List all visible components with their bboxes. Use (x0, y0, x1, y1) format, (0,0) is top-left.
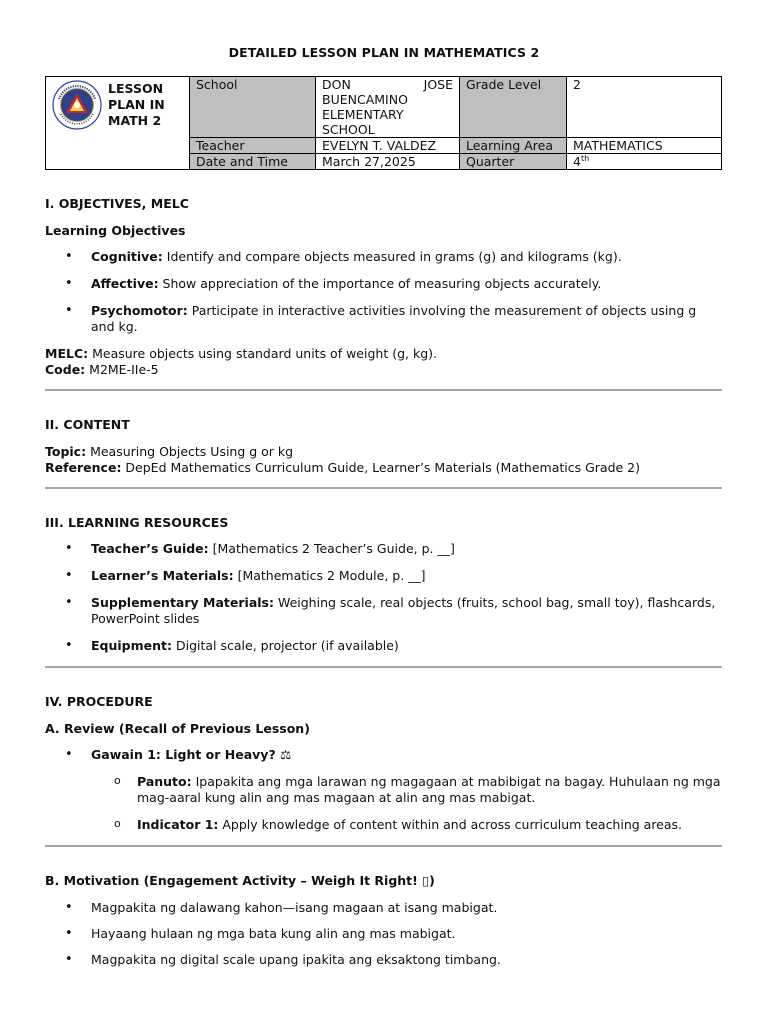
resources-list (45, 541, 722, 654)
date-value: March 27,2025 (316, 154, 460, 170)
list-item: • Equipment: Digital scale, projector (if available) (45, 638, 722, 654)
list-item: o Panuto: Ipapakita ang mga larawan ng magagaan at mabibigat na bagay. Huhulaan ng mga mag-aaral kung alin ang mas magaan at alin ang mas mabigat. (45, 774, 722, 806)
list-item: • Gawain 1: Light or Heavy? ⚖ (45, 747, 722, 763)
list-item: • Affective: Show appreciation of the importance of measuring objects accurately. (45, 276, 722, 292)
page-title: DETAILED LESSON PLAN IN MATHEMATICS 2 (228, 45, 540, 60)
reference-line: Reference: DepEd Mathematics Curriculum Guide, Learner’s Materials (Mathematics Grade 2) (45, 460, 640, 475)
list-item: • Magpakita ng digital scale upang ipakita ang eksaktong timbang. (45, 952, 722, 968)
motivation-heading: B. Motivation (Engagement Activity – Weigh It Right! ▯) (45, 873, 435, 888)
list-item: • Psychomotor: Participate in interactive activities involving the measurement of objects using g and kg. (45, 303, 722, 335)
list-item: • Teacher’s Guide: [Mathematics 2 Teacher’s Guide, p. __] (45, 541, 722, 557)
lesson-plan-title: LESSON PLAN IN MATH 2 (108, 81, 165, 128)
divider (45, 845, 722, 847)
content-heading: II. CONTENT (45, 417, 130, 432)
objectives-heading: I. OBJECTIVES, MELC (45, 196, 189, 211)
list-item: • Magpakita ng dalawang kahon—isang magaan at isang mabigat. (45, 900, 722, 916)
lesson-body (45, 196, 722, 968)
teacher-label: Teacher (190, 138, 316, 154)
quarter-value: 4th (567, 154, 722, 170)
motivation-list (45, 900, 722, 968)
list-item: o Indicator 1: Apply knowledge of content within and across curriculum teaching areas. (45, 817, 722, 833)
date-label: Date and Time (190, 154, 316, 170)
melc-line: MELC: Measure objects using standard units of weight (g, kg). (45, 346, 437, 361)
area-label: Learning Area (460, 138, 567, 154)
list-item: • Learner’s Materials: [Mathematics 2 Module, p. __] (45, 568, 722, 584)
grade-value: 2 (567, 77, 722, 138)
topic-line: Topic: Measuring Objects Using g or kg (45, 444, 294, 459)
divider (45, 389, 722, 391)
code-line: Code: M2ME-IIe-5 (45, 362, 159, 377)
area-value: MATHEMATICS (567, 138, 722, 154)
learning-objectives-heading: Learning Objectives (45, 223, 186, 238)
logo-cell (46, 77, 190, 170)
resources-heading: III. LEARNING RESOURCES (45, 515, 229, 530)
review-list (45, 747, 722, 763)
review-sub-list (45, 774, 722, 833)
divider (45, 487, 722, 489)
lesson-header-table (45, 76, 722, 170)
procedure-heading: IV. PROCEDURE (45, 694, 153, 709)
teacher-value: EVELYN T. VALDEZ (316, 138, 460, 154)
list-item: • Hayaang hulaan ng mga bata kung alin ang mas mabigat. (45, 926, 722, 942)
divider (45, 666, 722, 668)
review-heading: A. Review (Recall of Previous Lesson) (45, 721, 310, 736)
grade-label: Grade Level (460, 77, 567, 138)
school-value: DON JOSE BUENCAMINO ELEMENTARY SCHOOL (316, 77, 460, 138)
list-item: • Supplementary Materials: Weighing scale, real objects (fruits, school bag, small toy), flashcards, PowerPoint slides (45, 595, 722, 627)
objectives-list (45, 249, 722, 335)
list-item: • Cognitive: Identify and compare objects measured in grams (g) and kilograms (kg). (45, 249, 722, 265)
quarter-label: Quarter (460, 154, 567, 170)
deped-seal-icon (52, 80, 102, 130)
school-label: School (190, 77, 316, 138)
